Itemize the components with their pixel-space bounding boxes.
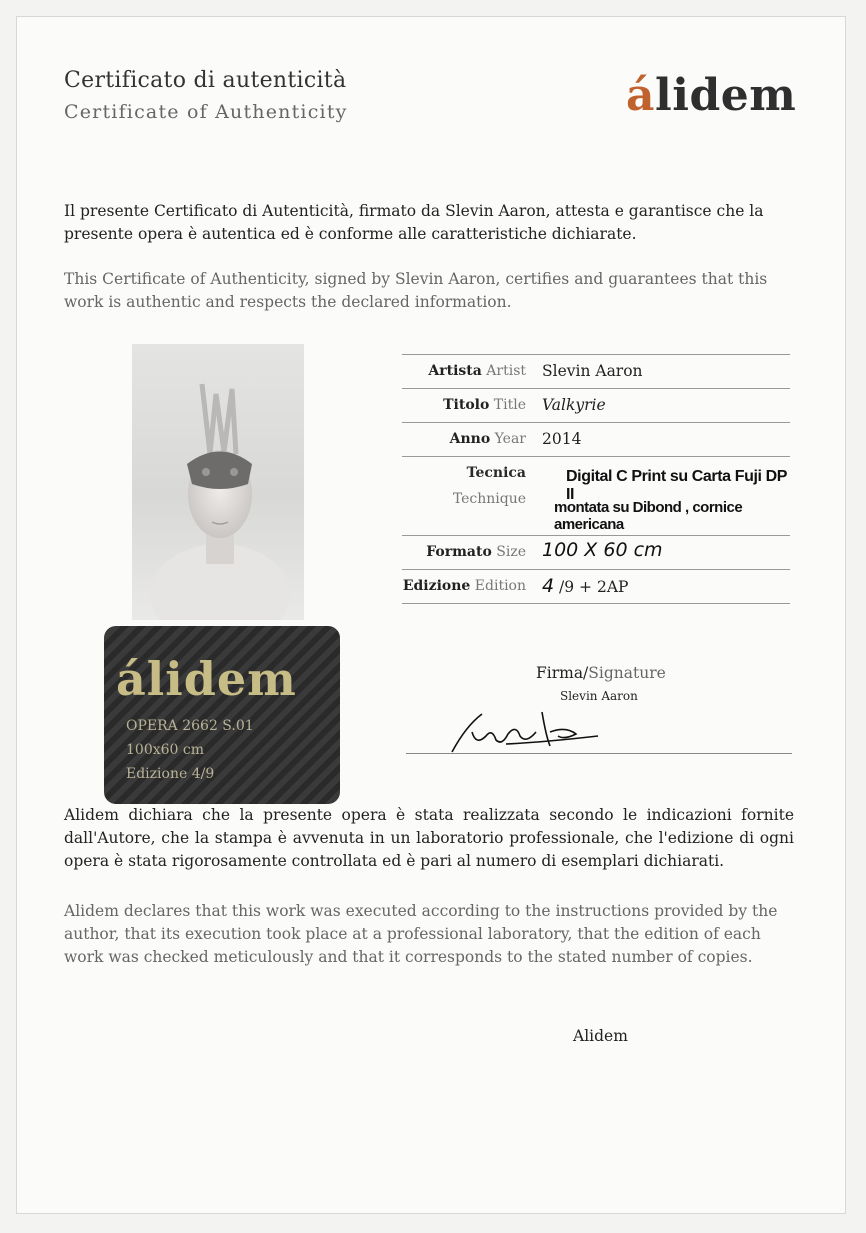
value-title: Valkyrie (542, 396, 606, 414)
label-size: Formato Size (426, 544, 526, 560)
artwork-image (132, 344, 304, 620)
value-technique-line1: Digital C Print su Carta Fuji DP II (566, 468, 787, 503)
declaration-italian: Alidem dichiara che la presente opera è stata realizzata secondo le indicazioni fornite dall'Autore, che la stampa è avvenuta in un laboratorio professionale, che l'edizione di ogni opera è stata rigorosamente controllata ed è pari al numero di esemplari dichiarati. (64, 806, 794, 870)
details-table (402, 354, 790, 604)
signature-line (406, 753, 792, 754)
logo-accent-letter: á (626, 70, 656, 121)
intro-english: This Certificate of Authenticity, signed by Slevin Aaron, certifies and guarantees that this work is authentic and respects the declared information. (64, 270, 768, 311)
value-size-handwritten: 100 X 60 cm (542, 539, 663, 561)
title-english: Certificate of Authenticity (64, 101, 348, 123)
hologram-seal (104, 626, 340, 804)
declaration-english: Alidem declares that this work was executed according to the instructions provided by the author, that its execution took place at a professional laboratory, that the edition of each work was checked meticulously and that it corresponds to the stated number of copies. (64, 902, 778, 966)
intro-italian: Il presente Certificato di Autenticità, firmato da Slevin Aaron, attesta e garantisce che la presente opera è autentica ed è conforme alle caratteristiche dichiarate. (64, 202, 764, 243)
row-title (402, 388, 790, 422)
logo-text: lidem (655, 70, 797, 121)
label-year: Anno Year (449, 431, 526, 447)
title-italian: Certificato di autenticità (64, 68, 347, 93)
artwork-photo (132, 344, 304, 620)
value-artist: Slevin Aaron (542, 362, 643, 380)
label-technique-en: Technique (452, 491, 526, 507)
label-artist: Artista Artist (428, 363, 526, 379)
row-year (402, 422, 790, 456)
value-technique-line2: montata su Dibond , cornice americana (554, 499, 743, 533)
row-technique (402, 456, 790, 535)
row-edition (402, 569, 790, 604)
value-edition (542, 575, 628, 597)
seal-edition: Edizione 4/9 (126, 766, 215, 782)
edition-total: /9 + 2AP (559, 578, 629, 596)
signature-title: Firma/Signature (536, 664, 666, 682)
label-edition: Edizione Edition (402, 578, 526, 594)
seal-logo: álidem (116, 652, 297, 706)
seal-opera-code: OPERA 2662 S.01 (126, 718, 254, 734)
value-year: 2014 (542, 430, 582, 448)
label-technique-it: Tecnica (466, 465, 526, 481)
edition-number-handwritten: 4 (542, 575, 555, 597)
footer-signer: Alidem (573, 1027, 628, 1045)
handwritten-signature (446, 706, 616, 756)
row-artist (402, 354, 790, 388)
label-title: Titolo Title (443, 397, 526, 413)
seal-size: 100x60 cm (126, 742, 204, 758)
alidem-logo (626, 70, 796, 121)
signature-name: Slevin Aaron (560, 689, 638, 703)
row-size (402, 535, 790, 569)
